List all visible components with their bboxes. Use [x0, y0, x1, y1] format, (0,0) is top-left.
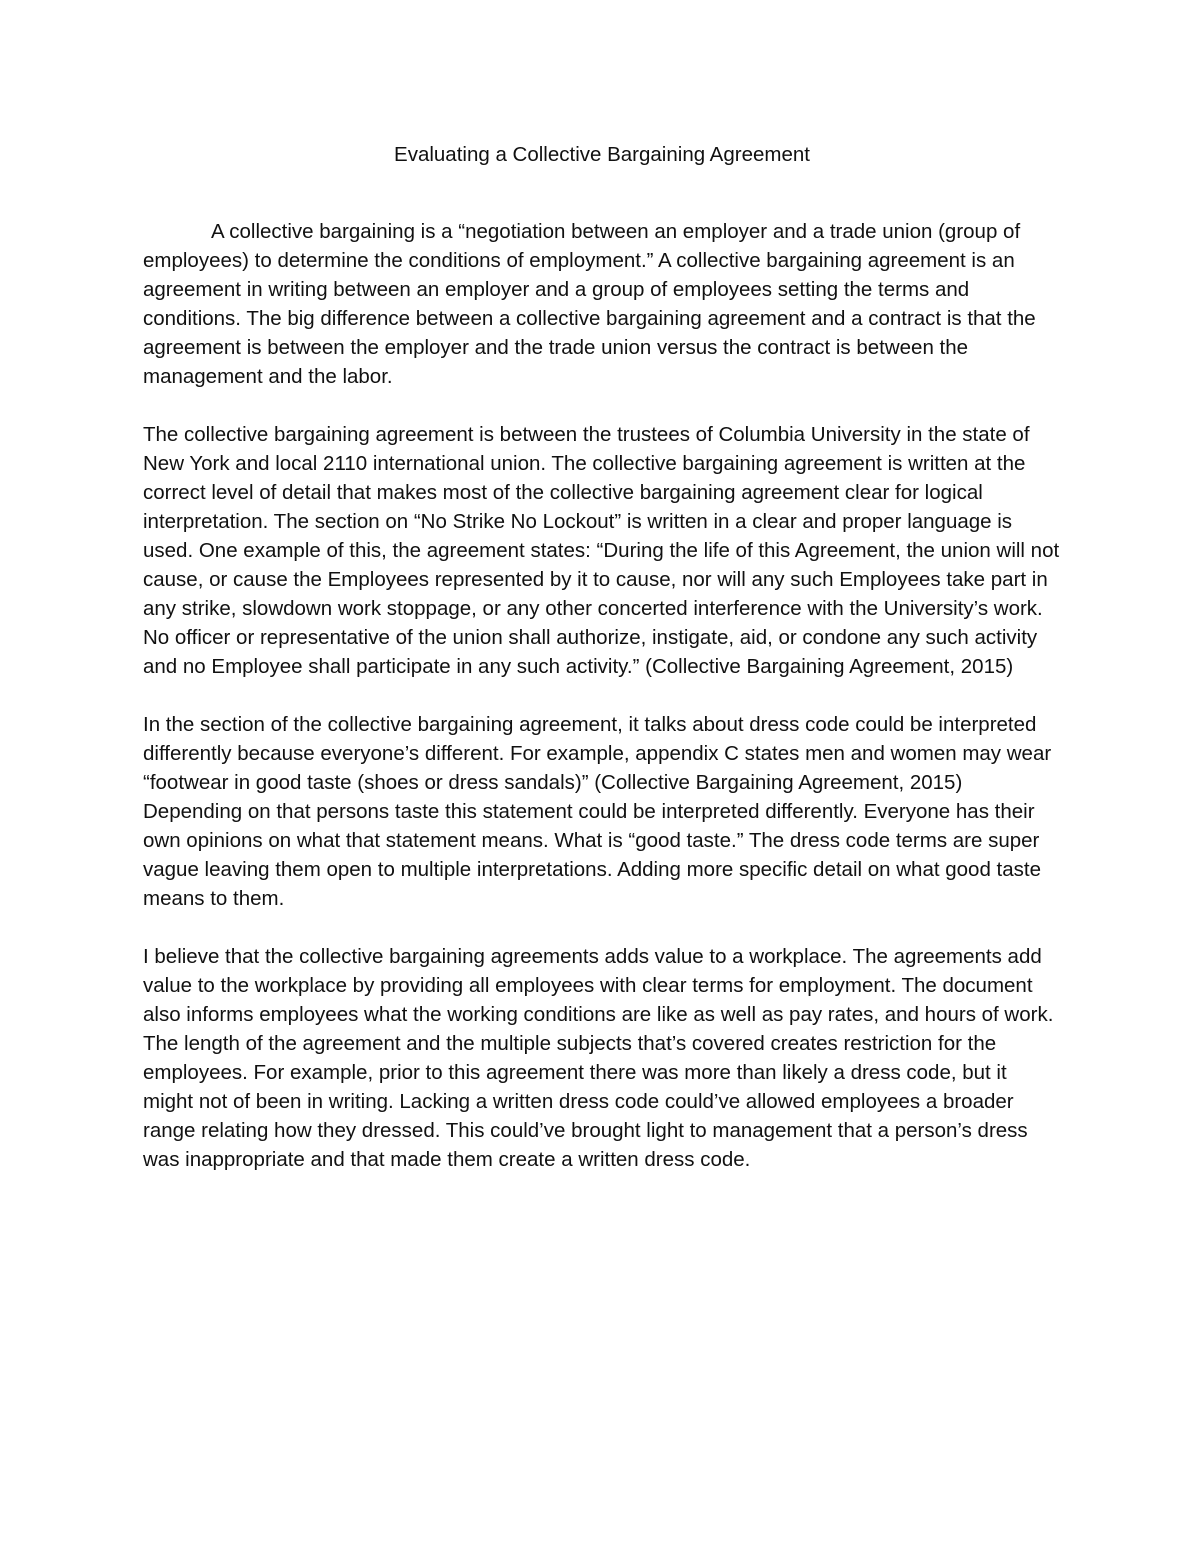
document-title: Evaluating a Collective Bargaining Agreement	[394, 143, 810, 166]
paragraph-agreement-clarity: The collective bargaining agreement is between the trustees of Columbia University in the state of New York and local 2110 international union. The collective bargaining agreement is written at the correct level of detail that makes most of the collective bargaining agreement clear for logical interpretation. The section on “No Strike No Lockout” is written in a clear and proper language is used. One example of this, the agreement states: “During the life of this Agreement, the union will not cause, or cause the Employees represented by it to cause, nor will any such Employees take part in any strike, slowdown work stoppage, or any other concerted interference with the University’s work. No officer or representative of the union shall authorize, instigate, aid, or condone any such activity and no Employee shall participate in any such activity.” (Collective Bargaining Agreement, 2015)	[143, 423, 1060, 678]
document-body	[143, 140, 1061, 1203]
paragraph-introduction: A collective bargaining is a “negotiation between an employer and a trade union (group of employees) to determine the conditions of employment.” A collective bargaining agreement is an agreement in writing between an employer and a group of employees setting the terms and conditions. The big difference between a collective bargaining agreement and a contract is that the agreement is between the employer and the trade union versus the contract is between the management and the labor.	[143, 220, 1036, 388]
paragraph-value-to-workplace: I believe that the collective bargaining agreements adds value to a workplace. The agreements add value to the workplace by providing all employees with clear terms for employment. The document also informs employees what the working conditions are like as well as pay rates, and hours of work. The length of the agreement and the multiple subjects that’s covered creates restriction for the employees. For example, prior to this agreement there was more than likely a dress code, but it might not of been in writing. Lacking a written dress code could’ve allowed employees a broader range relating how they dressed. This could’ve brought light to management that a person’s dress was inappropriate and that made them create a written dress code.	[143, 945, 1054, 1171]
paragraph-dress-code: In the section of the collective bargaining agreement, it talks about dress code could be interpreted differently because everyone’s different. For example, appendix C states men and women may wear “footwear in good taste (shoes or dress sandals)” (Collective Bargaining Agreement, 2015) Depending on that persons taste this statement could be interpreted differently. Everyone has their own opinions on what that statement means. What is “good taste.” The dress code terms are super vague leaving them open to multiple interpretations. Adding more specific detail on what good taste means to them.	[143, 713, 1052, 910]
